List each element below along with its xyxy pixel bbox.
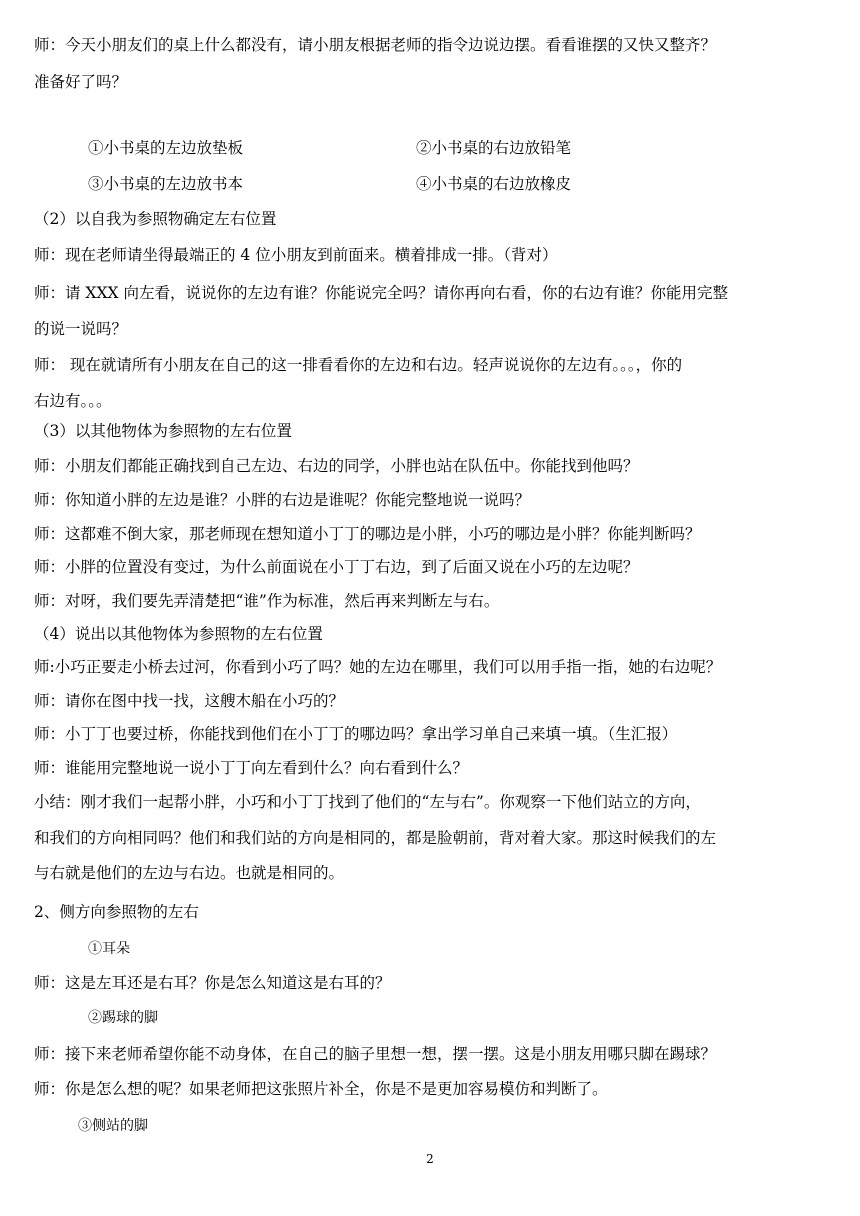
sub-item: ②踢球的脚: [88, 1010, 158, 1026]
paragraph-line: 师：这都难不倒大家，那老师现在想知道小丁丁的哪边是小胖，小巧的哪边是小胖？你能判断吗？: [34, 525, 701, 543]
section-heading: （3）以其他物体为参照物的左右位置: [34, 422, 292, 440]
paragraph-line: 师：小丁丁也要过桥，你能找到他们在小丁丁的哪边吗？拿出学习单自己来填一填。（生汇报）: [34, 725, 678, 743]
paragraph-line: 师：小胖的位置没有变过，为什么前面说在小丁丁右边，到了后面又说在小巧的左边呢？: [34, 558, 639, 576]
paragraph-line: 准备好了吗？: [34, 73, 128, 91]
summary-line: 和我们的方向相同吗？他们和我们站的方向是相同的，都是脸朝前，背对着大家。那这时候我们的左: [34, 829, 717, 847]
sub-item: ①耳朵: [88, 941, 130, 957]
list-item: ①小书桌的左边放垫板: [88, 139, 244, 157]
summary-line: 小结：刚才我们一起帮小胖，小巧和小丁丁找到了他们的“左与右”。你观察一下他们站立的方向，: [34, 793, 701, 811]
paragraph-line: 师：现在老师请坐得最端正的 4 位小朋友到前面来。横着排成一排。（背对）: [34, 246, 558, 264]
paragraph-line: 师:小巧正要走小桥去过河，你看到小巧了吗？她的左边在哪里，我们可以用手指一指，她的右边呢？: [34, 658, 722, 676]
paragraph-line: 师：请你在图中找一找，这艘木船在小巧的？: [34, 692, 345, 710]
paragraph-line: 的说一说吗？: [34, 320, 128, 338]
paragraph-line: 师： 现在就请所有小朋友在自己的这一排看看你的左边和右边。轻声说说你的左边有。。。，你的: [34, 356, 683, 374]
sub-item: ③侧站的脚: [78, 1118, 148, 1134]
section-heading: 2、侧方向参照物的左右: [34, 903, 199, 921]
paragraph-line: 师：接下来老师希望你能不动身体，在自己的脑子里想一想，摆一摆。这是小朋友用哪只脚在踢球？: [34, 1045, 717, 1063]
paragraph-line: 师：今天小朋友们的桌上什么都没有，请小朋友根据老师的指令边说边摆。看看谁摆的又快又整齐？: [34, 36, 717, 54]
paragraph-line: 师：谁能用完整地说一说小丁丁向左看到什么？向右看到什么？: [34, 759, 469, 777]
paragraph-line: 师：请 XXX 向左看，说说你的左边有谁？你能说完全吗？请你再向右看，你的右边有谁？你能用完整: [34, 284, 728, 302]
paragraph-line: 师：这是左耳还是右耳？你是怎么知道这是右耳的？: [34, 974, 391, 992]
paragraph-line: 师：小朋友们都能正确找到自己左边、右边的同学，小胖也站在队伍中。你能找到他吗？: [34, 457, 639, 475]
section-heading: （4）说出以其他物体为参照物的左右位置: [34, 625, 323, 643]
list-item: ②小书桌的右边放铅笔: [416, 139, 572, 157]
page-number: 2: [426, 1152, 434, 1166]
section-heading: （2）以自我为参照物确定左右位置: [34, 210, 277, 228]
list-item: ④小书桌的右边放橡皮: [416, 175, 572, 193]
paragraph-line: 右边有。。。: [34, 392, 112, 410]
paragraph-line: 师：你知道小胖的左边是谁？小胖的右边是谁呢？你能完整地说一说吗？: [34, 491, 531, 509]
summary-line: 与右就是他们的左边与右边。也就是相同的。: [34, 864, 345, 882]
paragraph-line: 师：你是怎么想的呢？如果老师把这张照片补全，你是不是更加容易模仿和判断了。: [34, 1080, 608, 1098]
list-item: ③小书桌的左边放书本: [88, 175, 244, 193]
paragraph-line: 师：对呀，我们要先弄清楚把“谁”作为标准，然后再来判断左与右。: [34, 592, 500, 610]
